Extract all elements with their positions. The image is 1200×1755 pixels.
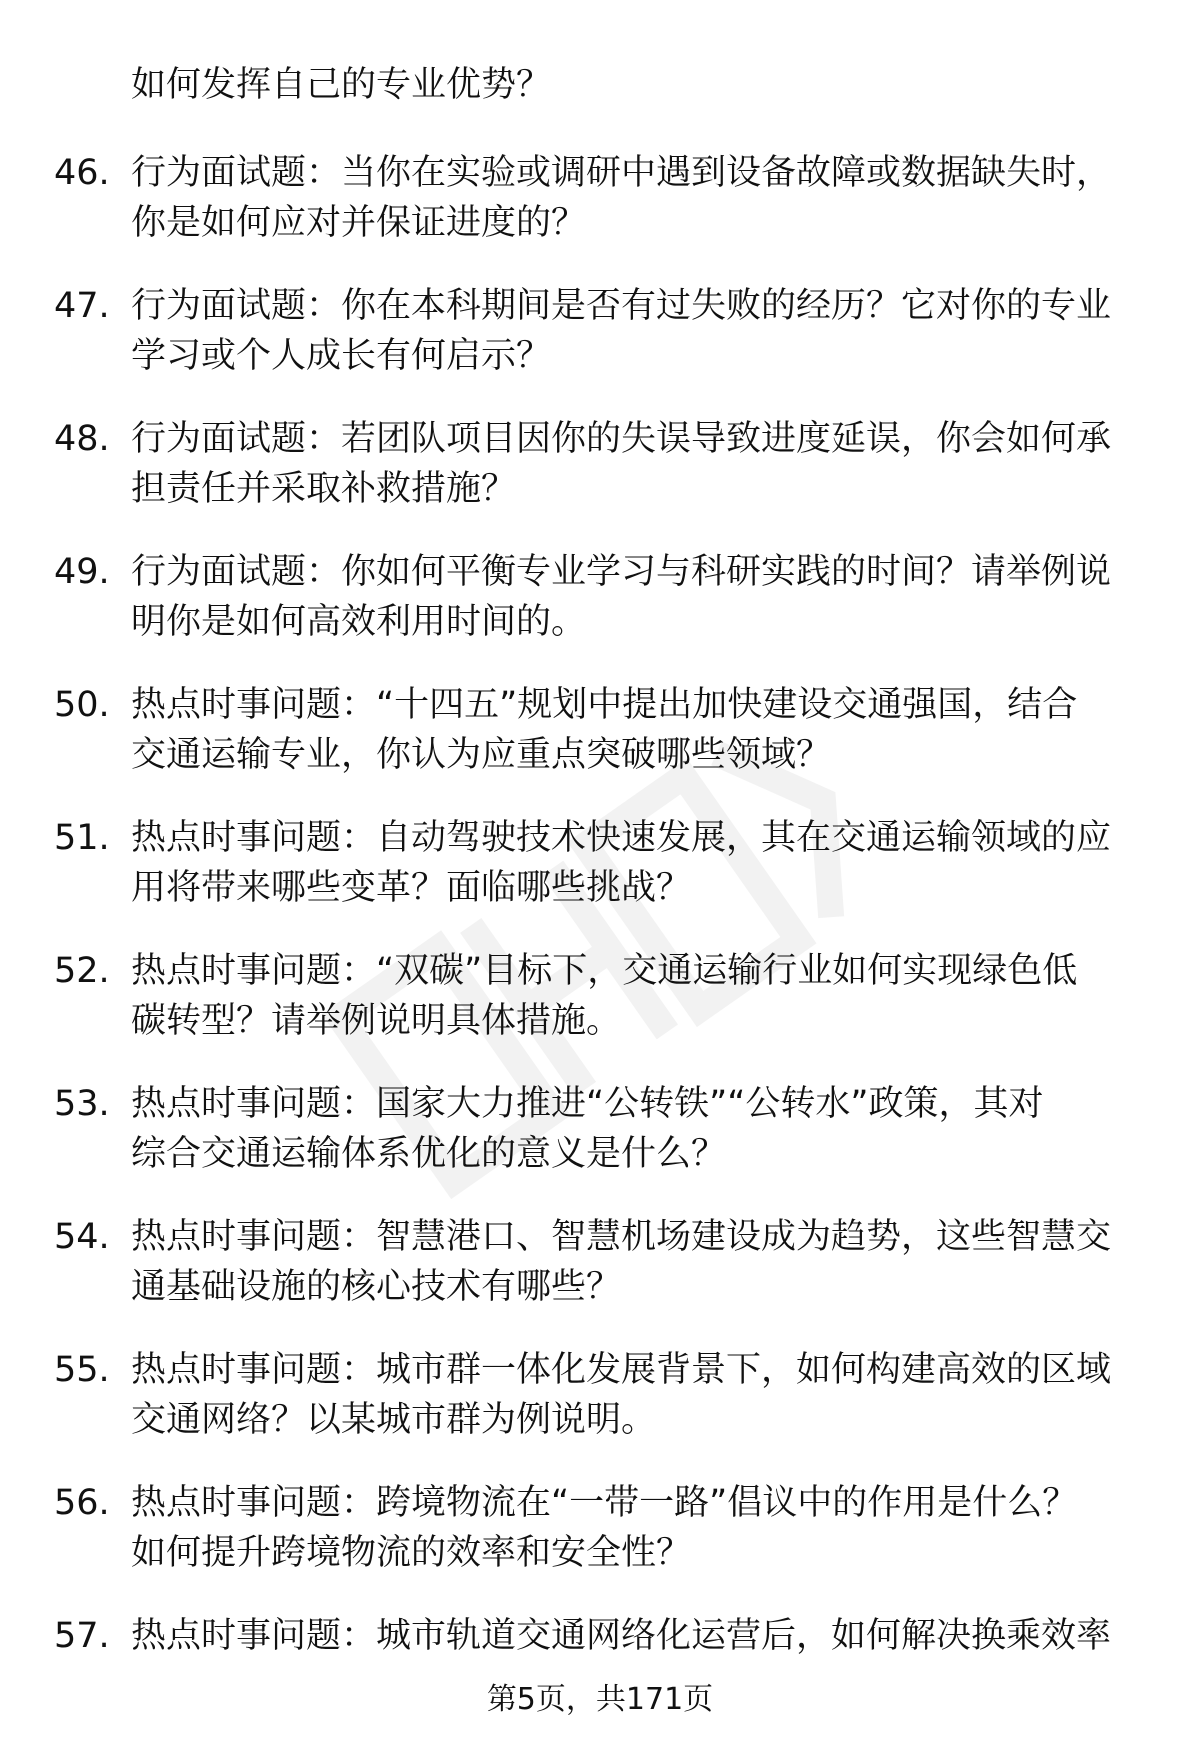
question-text bbox=[131, 547, 1141, 647]
question-item bbox=[0, 148, 1200, 281]
question-line: 交通运输专业，你认为应重点突破哪些领域？ bbox=[131, 735, 832, 775]
question-number: 49. bbox=[54, 552, 110, 592]
question-line: 热点时事问题：城市轨道交通网络化运营后，如何解决换乘效率 bbox=[131, 1616, 1112, 1656]
question-item bbox=[0, 414, 1200, 547]
page-footer: 第5页，共171页 bbox=[486, 1682, 714, 1717]
question-number: 48. bbox=[54, 419, 110, 459]
question-item bbox=[0, 547, 1200, 680]
question-list bbox=[0, 148, 1200, 1744]
question-text bbox=[131, 148, 1141, 248]
question-line: 用将带来哪些变革？面临哪些挑战？ bbox=[131, 868, 692, 908]
question-text bbox=[131, 1611, 1141, 1661]
question-number: 51. bbox=[54, 818, 110, 858]
question-text bbox=[131, 946, 1141, 1046]
question-number: 47. bbox=[54, 286, 110, 326]
question-number: 50. bbox=[54, 685, 110, 725]
question-line: 热点时事问题：跨境物流在“一带一路”倡议中的作用是什么？ bbox=[131, 1483, 1078, 1523]
question-item bbox=[0, 1212, 1200, 1345]
question-item bbox=[0, 1079, 1200, 1212]
question-line: 热点时事问题：“双碳”目标下，交通运输行业如何实现绿色低 bbox=[131, 951, 1078, 991]
question-text bbox=[131, 813, 1141, 913]
question-number: 54. bbox=[54, 1217, 110, 1257]
question-item bbox=[0, 1345, 1200, 1478]
question-line: 通基础设施的核心技术有哪些？ bbox=[131, 1267, 622, 1307]
question-line: 综合交通运输体系优化的意义是什么？ bbox=[131, 1134, 727, 1174]
question-text bbox=[131, 1345, 1141, 1445]
question-line: 行为面试题：当你在实验或调研中遇到设备故障或数据缺失时， bbox=[131, 153, 1112, 193]
question-line: 担责任并采取补救措施？ bbox=[131, 469, 517, 509]
question-line: 行为面试题：若团队项目因你的失误导致进度延误，你会如何承 bbox=[131, 419, 1112, 459]
question-number: 57. bbox=[54, 1616, 110, 1656]
question-item bbox=[0, 946, 1200, 1079]
question-text bbox=[131, 1478, 1141, 1578]
question-line: 热点时事问题：城市群一体化发展背景下，如何构建高效的区域 bbox=[131, 1350, 1112, 1390]
question-item bbox=[0, 680, 1200, 813]
question-line: 你是如何应对并保证进度的？ bbox=[131, 203, 587, 243]
question-text bbox=[131, 1212, 1141, 1312]
question-text bbox=[131, 281, 1141, 381]
question-text bbox=[131, 680, 1141, 780]
question-text bbox=[131, 414, 1141, 514]
question-line: 热点时事问题：“十四五”规划中提出加快建设交通强国，结合 bbox=[131, 685, 1078, 725]
question-line: 如何提升跨境物流的效率和安全性？ bbox=[131, 1533, 692, 1573]
question-line: 明你是如何高效利用时间的。 bbox=[131, 602, 587, 642]
question-line: 热点时事问题：智慧港口、智慧机场建设成为趋势，这些智慧交 bbox=[131, 1217, 1112, 1257]
question-number: 56. bbox=[54, 1483, 110, 1523]
question-line: 碳转型？请举例说明具体措施。 bbox=[131, 1001, 622, 1041]
question-line: 学习或个人成长有何启示？ bbox=[131, 336, 552, 376]
question-item bbox=[0, 813, 1200, 946]
question-number: 52. bbox=[54, 951, 110, 991]
question-line: 热点时事问题：自动驾驶技术快速发展，其在交通运输领域的应 bbox=[131, 818, 1112, 858]
question-number: 55. bbox=[54, 1350, 110, 1390]
question-number: 53. bbox=[54, 1084, 110, 1124]
question-number: 46. bbox=[54, 153, 110, 193]
question-line: 行为面试题：你如何平衡专业学习与科研实践的时间？请举例说 bbox=[131, 552, 1112, 592]
question-line: 热点时事问题：国家大力推进“公转铁”“公转水”政策，其对 bbox=[131, 1084, 1044, 1124]
question-line: 行为面试题：你在本科期间是否有过失败的经历？它对你的专业 bbox=[131, 286, 1112, 326]
question-item bbox=[0, 1611, 1200, 1744]
question-line: 交通网络？以某城市群为例说明。 bbox=[131, 1400, 657, 1440]
question-item bbox=[0, 1478, 1200, 1611]
question-item bbox=[0, 281, 1200, 414]
continued-question-text: 如何发挥自己的专业优势？ bbox=[131, 65, 552, 105]
question-text bbox=[131, 1079, 1141, 1179]
